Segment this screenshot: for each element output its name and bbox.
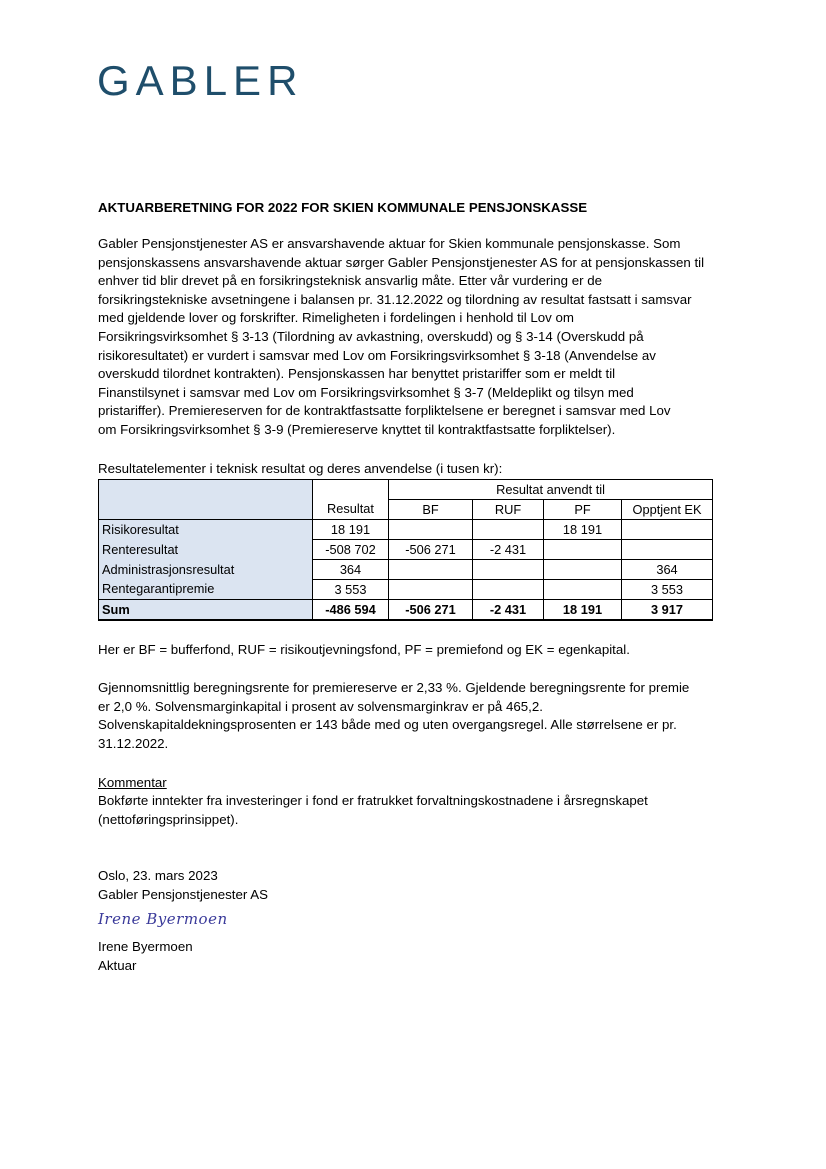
table-row <box>99 559 713 579</box>
rates-line: er 2,0 %. Solvensmarginkapital i prosent av solvensmarginkrav er på 465,2. <box>98 698 543 714</box>
table-cell <box>544 579 622 599</box>
table-cell: -508 702 <box>313 539 389 559</box>
table-cell <box>389 559 473 579</box>
result-table <box>98 479 713 621</box>
table-header-row-1 <box>99 479 713 499</box>
table-cell: 18 191 <box>313 519 389 539</box>
rates-line: Gjennomsnittlig beregningsrente for premiereserve er 2,33 %. Gjeldende beregningsrente for premie <box>98 680 690 696</box>
sum-cell: 18 191 <box>544 599 622 620</box>
comment-heading: Kommentar <box>98 774 167 790</box>
table-cell: 364 <box>622 559 713 579</box>
table-cell: -506 271 <box>389 539 473 559</box>
sum-cell: -506 271 <box>389 599 473 620</box>
comment-line: Bokførte inntekter fra investeringer i fond er fratrukket forvaltningskostnadene i årsregnskapet <box>98 793 648 809</box>
intro-line: Gabler Pensjonstjenester AS er ansvarshavende aktuar for Skien kommunale pensjonskasse. Som <box>98 236 681 251</box>
table-cell <box>473 519 544 539</box>
column-header-opptjent-ek: Opptjent EK <box>622 499 713 519</box>
table-row <box>99 519 713 539</box>
column-header-resultat: Resultat <box>313 499 389 519</box>
intro-line: enhver tid blir drevet på en forsikringsteknisk ansvarlig måte. Etter vår vurdering er de <box>98 273 603 289</box>
table-header-row-2 <box>99 499 713 519</box>
row-label: Risikoresultat <box>99 519 313 539</box>
intro-line: Forsikringsvirksomhet § 3-13 (Tilordning av avkastning, overskudd) og § 3-14 (Overskudd på <box>98 328 644 344</box>
table-cell <box>473 559 544 579</box>
header-blank-cell <box>99 479 313 499</box>
intro-line: forsikringstekniske avsetningene i balansen pr. 31.12.2022 og tilordning av resultat fastsatt i samsvar <box>98 291 692 307</box>
table-cell <box>544 559 622 579</box>
table-cell: 3 553 <box>313 579 389 599</box>
table-cell <box>389 579 473 599</box>
table-cell: 18 191 <box>544 519 622 539</box>
table-cell <box>473 579 544 599</box>
document-body <box>98 200 718 976</box>
signatory-name: Irene Byermoen <box>98 939 193 955</box>
table-cell <box>622 519 713 539</box>
sum-row <box>99 599 713 620</box>
document-title: AKTUARBERETNING FOR 2022 FOR SKIEN KOMMUNALE PENSJONSKASSE <box>98 200 588 215</box>
sum-cell: -486 594 <box>313 599 389 620</box>
sum-label: Sum <box>99 599 313 620</box>
table-caption: Resultatelementer i teknisk resultat og deres anvendelse (i tusen kr): <box>98 460 503 476</box>
intro-line: pristariffer). Premiereserven for de kontraktfastsatte forpliktelsene er beregnet i samsvar med Lov <box>98 403 671 419</box>
table-cell: -2 431 <box>473 539 544 559</box>
company-name: Gabler Pensjonstjenester AS <box>98 886 269 902</box>
table-row <box>99 579 713 599</box>
row-label: Renteresultat <box>99 539 313 559</box>
row-label: Rentegarantipremie <box>99 579 313 599</box>
sum-cell: 3 917 <box>622 599 713 620</box>
gabler-logo: GABLER <box>97 57 304 104</box>
intro-line: pensjonskassens ansvarshavende aktuar sørger Gabler Pensjonstjenester AS for at pensjonskassen til <box>98 254 705 270</box>
column-header-bf: BF <box>389 499 473 519</box>
intro-paragraph <box>98 235 718 440</box>
comment-line: (nettoføringsprinsippet). <box>98 811 239 827</box>
handwritten-signature: Irene Byermoen <box>98 910 228 929</box>
rates-paragraph <box>98 679 718 753</box>
header-blank-cell <box>99 499 313 519</box>
header-blank-cell <box>313 479 389 499</box>
table-cell <box>544 539 622 559</box>
rates-line: 31.12.2022. <box>98 735 169 751</box>
column-header-ruf: RUF <box>473 499 544 519</box>
group-header: Resultat anvendt til <box>389 479 713 499</box>
table-row <box>99 539 713 559</box>
row-label: Administrasjonsresultat <box>99 559 313 579</box>
sum-cell: -2 431 <box>473 599 544 620</box>
column-header-pf: PF <box>544 499 622 519</box>
table-cell: 3 553 <box>622 579 713 599</box>
intro-line: overskudd tilordnet kontrakten). Pensjonskassen har benyttet pristariffer som er meldt til <box>98 366 616 382</box>
intro-line: med gjeldende lover og forskrifter. Rimeligheten i fordelingen i henhold til Lov om <box>98 310 574 326</box>
place-date: Oslo, 23. mars 2023 <box>98 868 218 884</box>
table-cell <box>389 519 473 539</box>
intro-line: Finanstilsynet i samsvar med Lov om Forsikringsvirksomhet § 3-7 (Meldeplikt og tilsyn med <box>98 384 634 400</box>
intro-line: om Forsikringsvirksomhet § 3-9 (Premiereserve knyttet til kontraktfastsatte forpliktelser). <box>98 421 616 437</box>
intro-line: risikoresultatet) er vurdert i samsvar med Lov om Forsikringsvirksomhet § 3-18 (Anvendelse av <box>98 347 656 363</box>
rates-line: Solvenskapitaldekningsprosenten er 143 både med og uten overgangsregel. Alle størrelsene er pr. <box>98 717 677 733</box>
table-cell: 364 <box>313 559 389 579</box>
signatory-role: Aktuar <box>98 958 137 974</box>
table-cell <box>622 539 713 559</box>
abbreviation-note: Her er BF = bufferfond, RUF = risikoutjevningsfond, PF = premiefond og EK = egenkapital. <box>98 641 630 657</box>
